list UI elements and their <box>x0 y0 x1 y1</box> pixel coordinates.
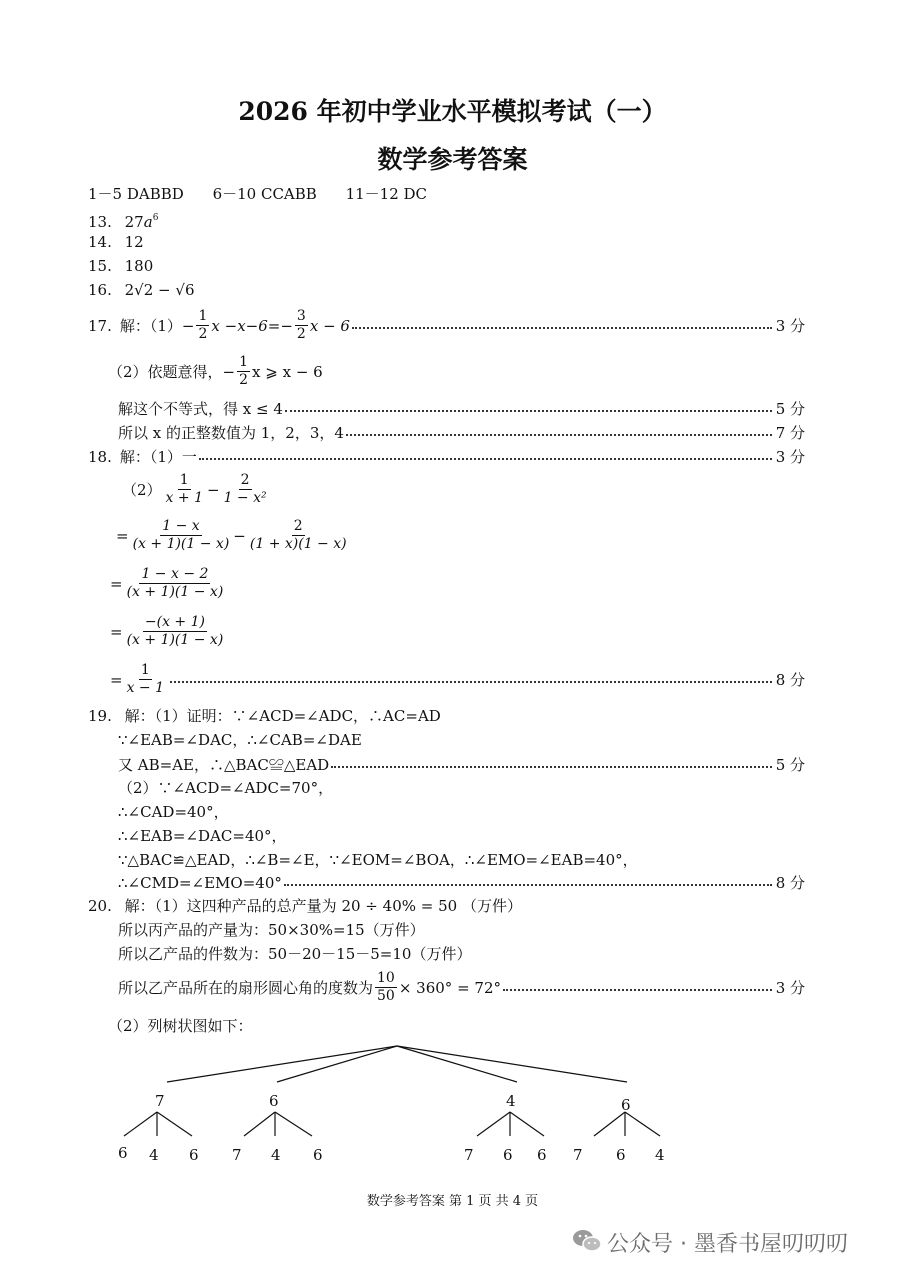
tree-leaf: 6 <box>189 1146 199 1164</box>
branch <box>477 1112 510 1136</box>
q17-tail: x − 6 <box>309 316 350 335</box>
q17-score2: 5 分 <box>775 400 805 418</box>
tree-leaf: 7 <box>464 1146 474 1164</box>
q19-line1: 19. 解：（1）证明：∵∠ACD=∠ADC，∴AC=AD <box>88 707 441 725</box>
dot-leader <box>285 410 772 412</box>
q18-expr2: = $\frac{1 - x}{(x + 1)(1 - x)}$ − $\frac{2}{(1 + x)(1 - x)}$ <box>116 518 347 552</box>
q19-score2: 8 分 <box>775 874 805 892</box>
q14-number: 14. <box>88 233 112 251</box>
tree-leaf: 7 <box>573 1146 583 1164</box>
q19-line7: ∵△BAC≌△EAD，∴∠B=∠E，∵∠EOM=∠BOA，∴∠EMO=∠EAB=40°， <box>118 851 638 869</box>
root-branch-1 <box>167 1046 397 1082</box>
q18-expr3: = $\frac{1 - x - 2}{(x + 1)(1 - x)}$ <box>110 566 224 600</box>
q19-line6: ∴∠EAB=∠DAC=40°， <box>118 827 287 845</box>
root-branch-3 <box>397 1046 517 1082</box>
branch <box>275 1112 312 1136</box>
tree-leaf: 4 <box>655 1146 665 1164</box>
tree-diagram <box>0 1040 905 1170</box>
q20-number: 20. <box>88 897 112 915</box>
tree-node-l1: 4 <box>506 1092 516 1110</box>
dot-leader <box>170 681 772 683</box>
q20-frac: $\frac{10}{50}$ <box>377 970 395 1004</box>
tree-leaf: 4 <box>149 1146 159 1164</box>
q20-line5: （2）列树状图如下： <box>108 1017 253 1035</box>
q17-int-row <box>118 422 805 443</box>
root-branch-4 <box>397 1046 627 1082</box>
choice-1-5: 1－5 DABBD <box>88 185 184 203</box>
q18-expr4: = $\frac{-(x + 1)}{(x + 1)(1 - x)}$ <box>110 614 224 648</box>
q17-part2: （2）依题意得， − $\frac{1}{2}$ x ⩾ x − 6 <box>108 354 323 388</box>
dot-leader <box>199 458 772 460</box>
q18-number: 18. <box>88 447 112 466</box>
branch <box>157 1112 192 1136</box>
q13 <box>88 208 158 232</box>
q18-part1-answer: 解：（1）一 <box>119 448 197 466</box>
q13-answer: $27a^6$ <box>124 213 159 231</box>
q15-number: 15. <box>88 257 112 275</box>
tree-leaf: 6 <box>503 1146 513 1164</box>
q14-answer: 12 <box>124 233 144 251</box>
branch <box>510 1112 544 1136</box>
q13-number: 13. <box>88 213 112 231</box>
q20-line4: 所以乙产品所在的扇形圆心角的度数为 $\frac{10}{50}$ × 360° = 72° 3 分 <box>118 970 805 1004</box>
q19-number: 19. <box>88 707 112 725</box>
dot-leader <box>346 434 772 436</box>
q17-solve-row <box>118 398 805 419</box>
q18-expr5: = $\frac{1}{x - 1}$ 8 分 <box>110 662 805 696</box>
q15 <box>88 256 153 276</box>
watermark-text: 公众号 · 墨香书屋叨叨叨 <box>607 1232 848 1257</box>
q17-solve: 解这个不等式，得 x ≤ 4 <box>118 400 283 418</box>
answer-subtitle: 数学参考答案 <box>377 145 528 174</box>
q18-score2: 8 分 <box>775 671 805 689</box>
q17-part1: 17. 解：（1） − $\frac{1}{2}$ x −x−6= − $\frac{3}{2}$ x − 6 3 分 <box>88 308 805 342</box>
dot-leader <box>331 766 772 768</box>
q20-score1: 3 分 <box>775 979 805 997</box>
q17-number: 17. <box>88 316 112 335</box>
q17-mid: x −x−6= <box>211 316 281 335</box>
tree-leaf: 4 <box>271 1146 281 1164</box>
q19-score1: 5 分 <box>775 756 805 774</box>
dot-leader <box>503 989 772 991</box>
branch <box>124 1112 157 1136</box>
tree-node-l1: 7 <box>155 1092 165 1110</box>
branch <box>244 1112 275 1136</box>
q17-part2-label: （2）依题意得， <box>108 363 223 381</box>
root-branch-2 <box>277 1046 397 1082</box>
exam-title: 2026 年初中学业水平模拟考试（一） <box>238 97 667 126</box>
q16-number: 16. <box>88 281 112 299</box>
choice-6-10: 6－10 CCABB <box>212 185 317 203</box>
tree-node-l1: 6 <box>621 1096 631 1114</box>
choice-answers <box>88 184 427 204</box>
tree-leaf: 6 <box>537 1146 547 1164</box>
tree-leaf: 6 <box>118 1144 128 1162</box>
q14 <box>88 232 144 252</box>
q18-part2-label: （2） <box>122 481 162 499</box>
q19-line5: ∴∠CAD=40°， <box>118 803 229 821</box>
q19-line4: （2）∵∠ACD=∠ADC=70°， <box>118 779 334 797</box>
q18-expr1: （2） $\frac{1}{x + 1}$ − $\frac{2}{\text{1 − x²}}$ <box>122 472 267 506</box>
q16 <box>88 280 195 300</box>
tree-node-l1: 6 <box>269 1092 279 1110</box>
q17-frac3: $\frac{1}{2}$ <box>239 354 249 388</box>
dot-leader <box>352 327 772 329</box>
q20-line1: 20. 解：（1）这四种产品的总产量为 20 ÷ 40% = 50 （万件） <box>88 897 522 915</box>
tree-leaf: 6 <box>616 1146 626 1164</box>
q17-integers: 所以 x 的正整数值为 1，2，3，4 <box>118 424 344 442</box>
q17-score1: 3 分 <box>775 317 805 335</box>
q16-answer: 2√2 − √6 <box>124 281 195 299</box>
dot-leader <box>284 884 772 886</box>
q18-score1: 3 分 <box>775 448 805 466</box>
q20-line2: 所以丙产品的产量为：50×30%=15（万件） <box>118 921 425 939</box>
wechat-icon <box>572 1228 602 1254</box>
q17-part1-label: 解：（1） <box>119 317 182 335</box>
q19-line8: ∴∠CMD=∠EMO=40° 8 分 <box>118 873 805 892</box>
tree-branches <box>124 1046 660 1136</box>
q17-frac2: $\frac{3}{2}$ <box>296 308 306 342</box>
page-footer: 数学参考答案 第 1 页 共 4 页 <box>366 1194 539 1209</box>
tree-leaf: 7 <box>232 1146 242 1164</box>
q15-answer: 180 <box>124 257 154 275</box>
q19-line2: ∵∠EAB=∠DAC，∴∠CAB=∠DAE <box>118 731 362 749</box>
q20-line3: 所以乙产品的件数为：50－20－15－5=10（万件） <box>118 945 472 963</box>
q17-score3: 7 分 <box>775 424 805 442</box>
q17-inequality: x ⩾ x − 6 <box>252 362 323 381</box>
branch <box>594 1112 625 1136</box>
q18-part1 <box>88 446 805 467</box>
branch <box>625 1112 660 1136</box>
choice-11-12: 11－12 DC <box>345 185 428 203</box>
q19-line3: 又 AB=AE，∴△BAC≌△EAD 5 分 <box>118 756 805 774</box>
q17-frac1: $\frac{1}{2}$ <box>198 308 208 342</box>
tree-leaf: 6 <box>313 1146 323 1164</box>
